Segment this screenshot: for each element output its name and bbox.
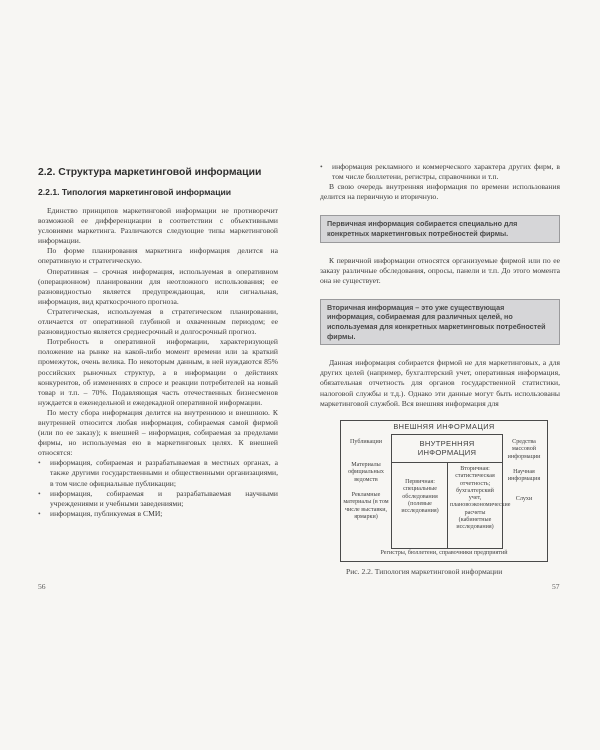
- paragraph: В свою очередь внутренняя информация по времени использования делится на первичную и вторичную.: [320, 182, 560, 202]
- page-number: 57: [552, 582, 560, 591]
- left-item: Публикации: [350, 439, 382, 445]
- information-typology-diagram: [340, 420, 548, 562]
- paragraph: По месту сбора информация делится на внутреннюю и внешнюю. К внутренней относится любая информация, собираемая самой фирмой (или по ее заказу); к внешней – информация, собираемая за пределами фирмы, но используемая ею в маркетинговых целях. К внешней относятся:: [38, 407, 278, 458]
- paragraph: Единство принципов маркетинговой информации не противоречит возможной ее дифференциации в соответствии с объективными условиями маркетинга. Различаются следующие типы маркетинговой информации.: [38, 206, 278, 246]
- highlight-box-primary: Первичная информация собирается специально для конкретных маркетинговых потребностей фирмы.: [320, 215, 560, 242]
- figure-caption: Рис. 2.2. Типология маркетинговой информации: [346, 567, 503, 576]
- list-item: • информация рекламного и коммерческого характера других фирм, в том числе бюллетени, регистры, справочники и т.п.: [320, 162, 560, 182]
- primary-info: Первичная: специальные обследования (полевые исследования): [401, 479, 439, 515]
- left-item: Материалы официальных ведомств: [348, 462, 384, 483]
- left-item: Рекламные материалы (в том числе выставки, ярмарки): [343, 492, 389, 520]
- registers-text: Регистры, бюллетени, справочники предприятий: [380, 550, 508, 556]
- paragraph: По форме планирования маркетинга информация делится на оперативную и стратегическую.: [38, 246, 278, 266]
- external-info-title: ВНЕШНЯЯ ИНФОРМАЦИЯ: [393, 422, 495, 431]
- bullet-list: [320, 162, 560, 182]
- subsection-title: 2.2.1. Типология маркетинговой информации: [38, 187, 232, 197]
- internal-info-title: ВНУТРЕННЯЯ ИНФОРМАЦИЯ: [417, 439, 477, 457]
- right-item: Средства массовой информации: [507, 439, 541, 460]
- list-item: • информация, публикуемая в СМИ;: [38, 509, 278, 519]
- page-number: 56: [38, 582, 46, 591]
- highlight-box-secondary: Вторичная информация – это уже существующая информация, собираемая для различных целей, но используемая для конкретных маркетинговых потребностей фирмы.: [320, 299, 560, 345]
- right-item: Научная информация: [507, 469, 541, 483]
- secondary-info: Вторичная: статистическая отчетность; бухгалтерский учет, плановоэкономические расчеты (кабинетные исследования): [450, 466, 511, 531]
- paragraph: К первичной информации относятся организуемые фирмой или по ее заказу различные обследования, опросы, панели и т.п. До этого момента она не существует.: [320, 255, 560, 285]
- right-page: [300, 0, 600, 750]
- list-item: • информация, собираемая и разрабатываемая научными учреждениями и учебными заведениями;: [38, 489, 278, 509]
- paragraph: Данная информация собирается фирмой не для маркетинговых, а для других целей (например, бухгалтерский учет, оперативная информация, обязательная отчетность для органов государственной статистики, налоговой службы и т.д.). Однако эти данные могут быть использованы маркетинговой службой. Вся внешняя информация для: [320, 358, 560, 408]
- divider: [447, 462, 448, 548]
- left-column: [38, 162, 278, 519]
- paragraph: Стратегическая, используемая в стратегическом планировании, отличается от оперативной глубиной и охваченным периодом; ее разновидностью является среднесрочный и долгосрочный прогноз.: [38, 306, 278, 337]
- paragraph: Оперативная – срочная информация, используемая в оперативном (операционном) планировании для неотложного использования; ее разновидностью является предупреждающая, или сигнальная, информация, вид краткосрочного прогноза.: [38, 266, 278, 306]
- bullet-list: [38, 458, 278, 519]
- paragraph: Потребность в оперативной информации, характеризующей положение на рынке на какой-либо момент времени или за краткий промежуток, очень велика. По некоторым данным, в ней нуждаются 85% российских рыночных структур, а в информации о действиях конкурентов, об изменениях в спросе и реакции потребителей на новый товар и т.п. – 70%. Подавляющая часть отечественных бизнесменов нуждается в еженедельной и ежедекадной оперативной информации.: [38, 337, 278, 407]
- right-column: [320, 162, 560, 409]
- right-item: Слухи: [515, 496, 533, 502]
- section-title: 2.2. Структура маркетинговой информации: [38, 167, 262, 178]
- internal-info-box: [391, 434, 511, 549]
- list-item: • информация, собираемая и разрабатываемая в местных органах, а также другими государственными и общественными организациями, в том числе официальные публикации;: [38, 458, 278, 488]
